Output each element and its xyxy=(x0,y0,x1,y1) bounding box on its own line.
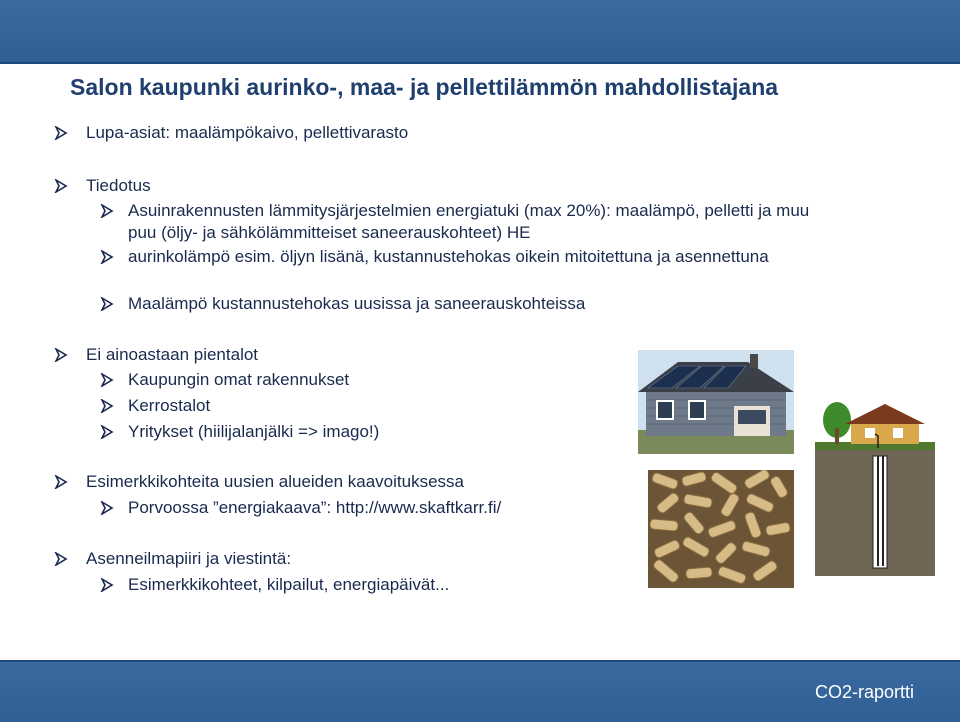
arrow-bullet-icon xyxy=(100,373,114,387)
bullet-text: Maalämpö kustannustehokas uusissa ja saneerauskohteissa xyxy=(128,294,586,313)
bullet-text: Kaupungin omat rakennukset xyxy=(128,370,350,389)
arrow-bullet-icon xyxy=(100,578,114,592)
arrow-bullet-icon xyxy=(100,204,114,218)
bullet-text: Asuinrakennusten lämmitysjärjestelmien energiatuki (max 20%): maalämpö, pelletti ja muu puu (öljy- ja sähkölämmitteiset saneerauskohteet) HE xyxy=(128,201,810,242)
arrow-bullet-icon xyxy=(54,552,68,566)
wood-pellets-photo xyxy=(648,470,794,588)
bullet-text: Kerrostalot xyxy=(128,396,211,415)
bullet-text: Asenneilmapiiri ja viestintä: xyxy=(86,549,292,568)
bullet-text: Ei ainoastaan pientalot xyxy=(86,345,259,364)
bullet-text: Yritykset (hiilijalanjälki => imago!) xyxy=(128,422,380,441)
bullet-text: Esimerkkikohteet, kilpailut, energiapäivät... xyxy=(128,575,450,594)
bullet-text: Porvoossa ”energiakaava”: http://www.skaftkarr.fi/ xyxy=(128,498,502,517)
bottom-bar xyxy=(0,660,960,722)
geothermal-diagram xyxy=(815,376,935,576)
bullet-text: Tiedotus xyxy=(86,176,151,195)
arrow-bullet-icon xyxy=(54,126,68,140)
arrow-bullet-icon xyxy=(100,250,114,264)
arrow-bullet-icon xyxy=(100,501,114,515)
arrow-bullet-icon xyxy=(54,348,68,362)
arrow-bullet-icon xyxy=(54,179,68,193)
arrow-bullet-icon xyxy=(54,475,68,489)
arrow-bullet-icon xyxy=(100,425,114,439)
footer-label: CO2-raportti xyxy=(814,682,914,702)
arrow-bullet-icon xyxy=(100,399,114,413)
slide-title: Salon kaupunki aurinko-, maa- ja pellettilämmön mahdollistajana xyxy=(70,74,779,100)
bullet-text: Lupa-asiat: maalämpökaivo, pellettivarasto xyxy=(86,123,409,142)
bullet-text: Esimerkkikohteita uusien alueiden kaavoituksessa xyxy=(86,472,464,491)
bullet-text: aurinkolämpö esim. öljyn lisänä, kustannustehokas oikein mitoitettuna ja asennettuna xyxy=(128,247,769,266)
arrow-bullet-icon xyxy=(100,297,114,311)
solar-house-photo xyxy=(638,350,794,454)
top-bar xyxy=(0,0,960,64)
